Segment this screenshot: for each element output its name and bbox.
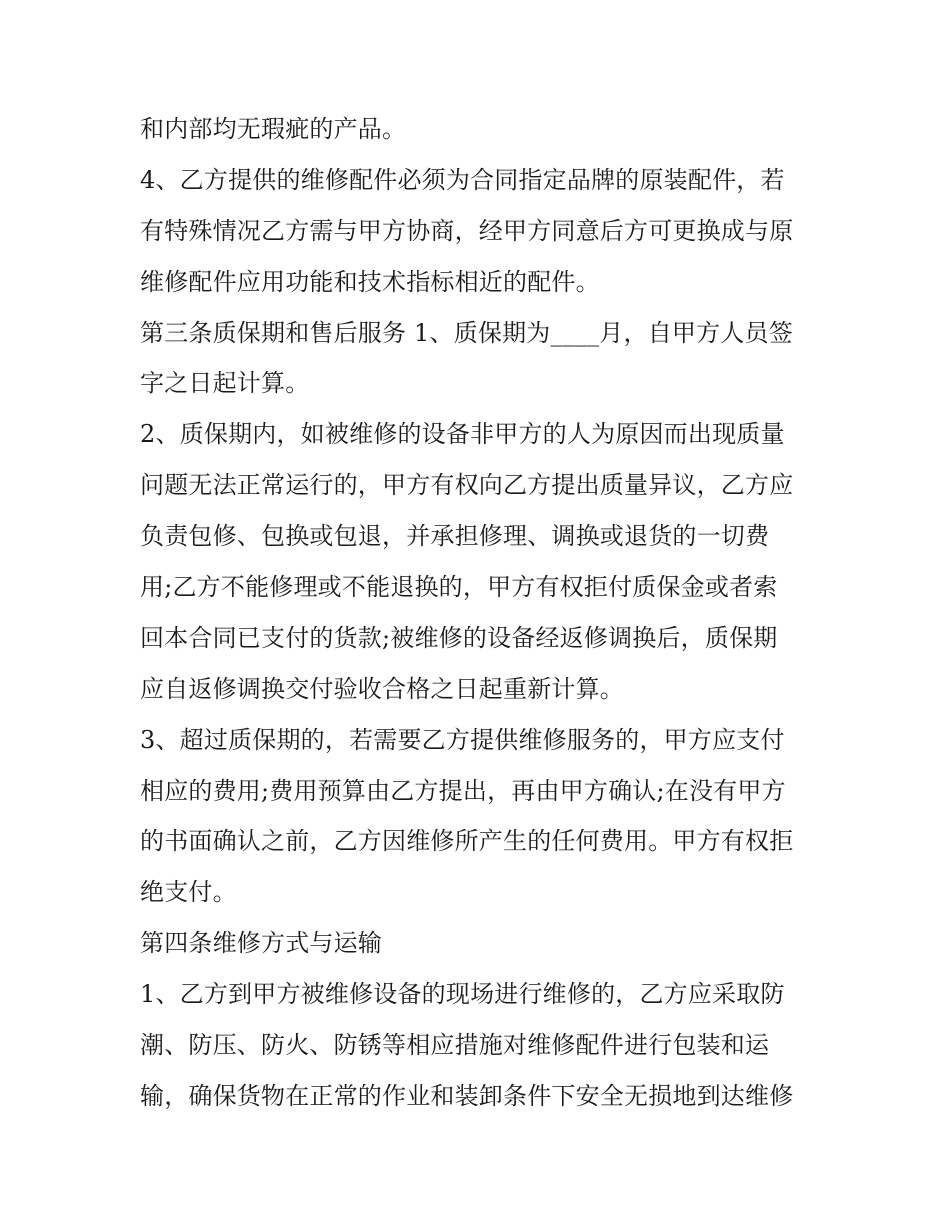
text-line: 维修配件应用功能和技术指标相近的配件。 [140, 267, 600, 296]
text-line: 相应的费用;费用预算由乙方提出，再由甲方确认;在没有甲方 [140, 776, 786, 805]
text-line: 问题无法正常运行的，甲方有权向乙方提出质量异议，乙方应 [140, 471, 794, 500]
section-heading: 第四条维修方式与运输 [140, 929, 382, 958]
text-line: 的书面确认之前，乙方因维修所产生的任何费用。甲方有权拒 [140, 827, 794, 856]
text-line: 3、超过质保期的，若需要乙方提供维修服务的，甲方应支付 [140, 725, 785, 754]
text-line: 2、质保期内，如被维修的设备非甲方的人为原因而出现质量 [140, 420, 785, 449]
document-body [140, 104, 812, 1122]
text-line: 绝支付。 [140, 878, 237, 907]
text-line: 有特殊情况乙方需与甲方协商，经甲方同意后方可更换成与原 [140, 216, 794, 245]
text-line: 应自返修调换交付验收合格之日起重新计算。 [140, 674, 624, 703]
text-line: 回本合同已支付的货款;被维修的设备经返修调换后，质保期 [140, 623, 778, 652]
text-line: 潮、防压、防火、防锈等相应措施对维修配件进行包装和运 [140, 1031, 770, 1060]
text-line: 第三条质保期和售后服务 1、质保期为____月，自甲方人员签 [140, 318, 793, 347]
text-line: 1、乙方到甲方被维修设备的现场进行维修的，乙方应采取防 [140, 980, 785, 1009]
text-line: 4、乙方提供的维修配件必须为合同指定品牌的原装配件，若 [140, 165, 785, 194]
text-line: 用;乙方不能修理或不能退换的，甲方有权拒付质保金或者索 [140, 573, 778, 602]
text-line: 输，确保货物在正常的作业和装卸条件下安全无损地到达维修 [140, 1081, 794, 1110]
text-line: 字之日起计算。 [140, 369, 310, 398]
text-line: 和内部均无瑕疵的产品。 [140, 115, 407, 143]
text-line: 负责包修、包换或包退，并承担修理、调换或退货的一切费 [140, 522, 770, 551]
